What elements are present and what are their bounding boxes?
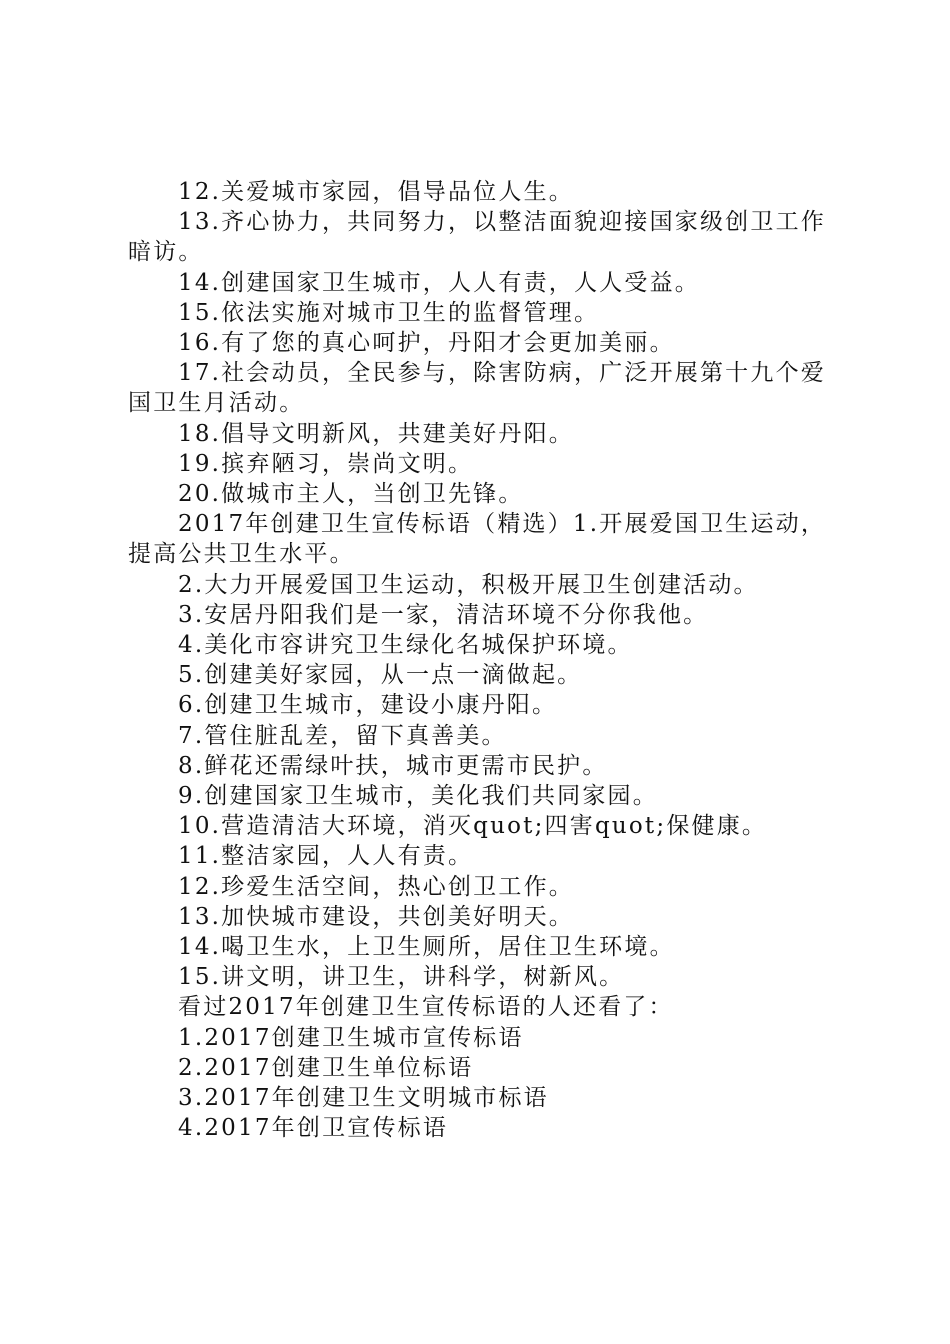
related-link-3: 3.2017年创建卫生文明城市标语 — [178, 1085, 549, 1112]
slogan-12-care-city: 12.关爱城市家园，倡导品位人生。 — [178, 179, 574, 205]
slogan-12-cherish-space: 12.珍爱生活空间，热心创卫工作。 — [178, 873, 574, 900]
document-body — [128, 177, 833, 1144]
related-link-4: 4.2017年创卫宣传标语 — [178, 1115, 449, 1142]
slogan-13-city-construction: 13.加快城市建设，共创美好明天。 — [178, 903, 574, 930]
slogan-17-social-mobilization: 17.社会动员，全民参与，除害防病，广泛开展第十九个爱国卫生月活动。 — [128, 360, 826, 417]
slogan-14-national-health-city: 14.创建国家卫生城市，人人有责，人人受益。 — [178, 269, 700, 296]
slogan-6-health-city: 6.创建卫生城市，建设小康丹阳。 — [178, 692, 558, 719]
slogan-13-unite-effort: 13.齐心协力，共同努力，以整洁面貌迎接国家级创卫工作暗访。 — [128, 209, 826, 266]
slogan-18-civilized-style: 18.倡导文明新风，共建美好丹阳。 — [178, 420, 574, 447]
slogan-15-civilization: 15.讲文明，讲卫生，讲科学，树新风。 — [178, 964, 625, 991]
slogan-5-build-home: 5.创建美好家园，从一点一滴做起。 — [178, 662, 583, 689]
slogan-11-tidy-home: 11.整洁家园，人人有责。 — [178, 843, 474, 870]
related-reading-heading: 看过2017年创建卫生宣传标语的人还看了： — [178, 994, 674, 1021]
slogan-20-city-master: 20.做城市主人，当创卫先锋。 — [178, 481, 524, 508]
slogan-2-patriotic-health: 2.大力开展爱国卫生运动，积极开展卫生创建活动。 — [178, 571, 759, 598]
slogan-8-flowers-leaves: 8.鲜花还需绿叶扶，城市更需市民护。 — [178, 752, 608, 779]
slogan-7-control-mess: 7.管住脏乱差，留下真善美。 — [178, 722, 507, 749]
slogan-4-beautify-city: 4.美化市容讲究卫生绿化名城保护环境。 — [178, 632, 633, 659]
related-link-1: 1.2017创建卫生城市宣传标语 — [178, 1024, 524, 1051]
slogan-16-danyang-beautiful: 16.有了您的真心呵护，丹阳才会更加美丽。 — [178, 330, 675, 357]
slogan-15-supervision: 15.依法实施对城市卫生的监督管理。 — [178, 299, 600, 326]
slogan-9-common-home: 9.创建国家卫生城市，美化我们共同家园。 — [178, 783, 658, 810]
section-heading-2017-selected: 2017年创建卫生宣传标语（精选）1.开展爱国卫生运动，提高公共卫生水平。 — [128, 511, 827, 568]
slogan-3-live-in-danyang: 3.安居丹阳我们是一家，清洁环境不分你我他。 — [178, 601, 709, 628]
slogan-10-clean-environment: 10.营造清洁大环境，消灭quot;四害quot;保健康。 — [178, 813, 768, 840]
slogan-19-abandon-bad-habits: 19.摈弃陋习，崇尚文明。 — [178, 450, 474, 477]
slogan-14-sanitary-water: 14.喝卫生水，上卫生厕所，居住卫生环境。 — [178, 934, 675, 961]
related-link-2: 2.2017创建卫生单位标语 — [178, 1054, 474, 1081]
